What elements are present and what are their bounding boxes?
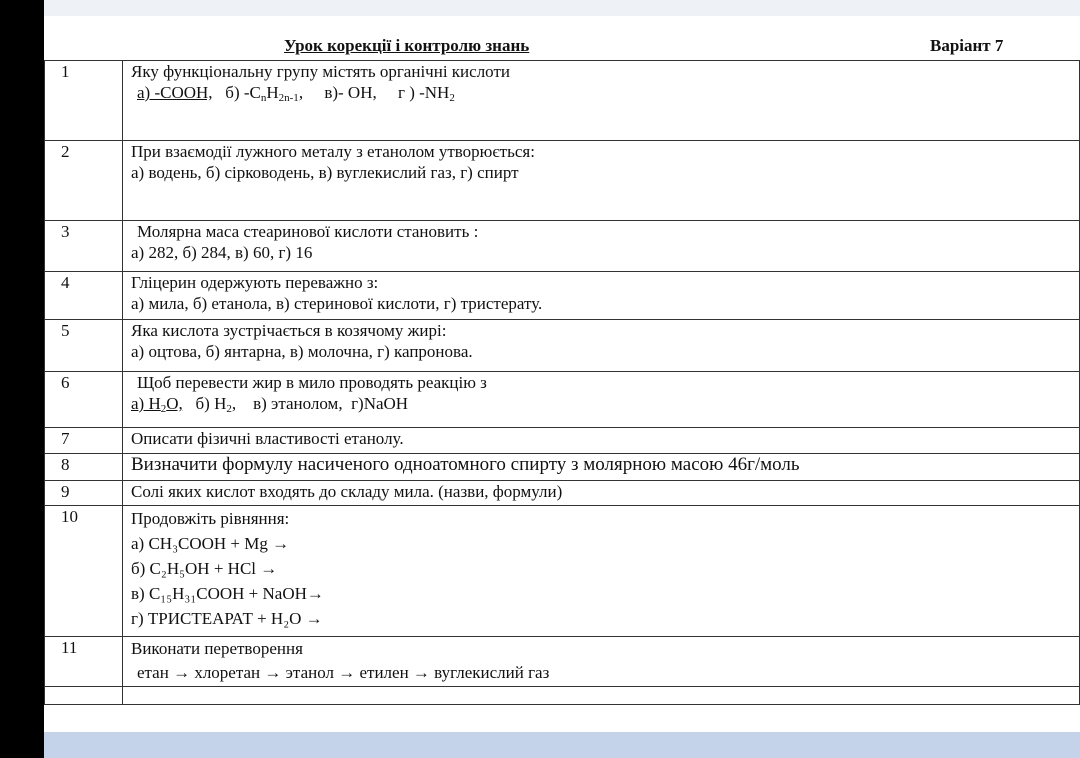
table-row <box>45 61 1080 141</box>
equation-d: г) ТРИСТЕАРАТ + H₂O → <box>131 609 323 628</box>
table-row <box>45 320 1080 372</box>
question-text: Виконати перетворення <box>131 639 303 658</box>
question-cell <box>123 272 1080 320</box>
question-number: 9 <box>45 481 123 506</box>
document-page <box>44 16 1080 732</box>
question-cell <box>123 481 1080 506</box>
equation-b: б) C₂H₅OH + HCl → <box>131 559 278 578</box>
table-row <box>45 272 1080 320</box>
answer-options: а) оцтова, б) янтарна, в) молочна, г) капронова. <box>131 342 473 361</box>
question-number: 4 <box>45 272 123 320</box>
question-text: Солі яких кислот входять до складу мила. (назви, формули) <box>131 482 563 501</box>
question-cell <box>123 506 1080 637</box>
answer-options <box>131 82 1073 103</box>
question-text: Продовжіть рівняння: <box>131 509 290 528</box>
screenshot-canvas <box>44 0 1080 758</box>
page-title: Урок корекції і контролю знань <box>284 36 530 55</box>
option-d: г ) $-NH_2$ <box>397 83 455 103</box>
question-number: 8 <box>45 454 123 481</box>
question-number: 1 <box>45 61 123 141</box>
table-row <box>45 141 1080 221</box>
table-row <box>45 372 1080 428</box>
question-cell <box>123 221 1080 272</box>
option-d: г)NaOH <box>351 394 409 413</box>
option-a: а) -COOH, <box>137 83 213 102</box>
question-number: 7 <box>45 428 123 454</box>
question-cell <box>123 637 1080 687</box>
question-cell <box>123 320 1080 372</box>
question-number: 10 <box>45 506 123 637</box>
transformation-chain: етан → хлоретан → этанол → етилен → вуглекислий газ <box>137 663 550 682</box>
option-a: а) $H_2O$, <box>131 394 183 414</box>
table-row <box>45 481 1080 506</box>
empty-cell <box>123 687 1080 705</box>
empty-cell <box>45 687 123 705</box>
question-text: Молярна маса стеаринової кислоти становить : <box>137 222 479 241</box>
option-c: в) этанолом, <box>253 394 343 413</box>
table-row <box>45 506 1080 637</box>
question-text: Яка кислота зустрічається в козячому жирі: <box>131 321 447 340</box>
answer-options: а) 282, б) 284, в) 60, г) 16 <box>131 243 313 262</box>
option-b: б) $H_2$, <box>195 394 237 414</box>
option-c: в)- OH, <box>324 83 377 102</box>
question-cell <box>123 61 1080 141</box>
table-row <box>45 221 1080 272</box>
bottom-band <box>44 732 1080 758</box>
worksheet-header <box>44 16 1080 60</box>
table-row <box>45 637 1080 687</box>
equation-a: а) CH₃COOH + Mg → <box>131 534 290 553</box>
question-text: Яку функціональну групу містять органічні кислоти <box>131 62 510 81</box>
question-text: Визначити формулу насиченого одноатомного спирту з молярною масою 46г/моль <box>131 454 800 475</box>
question-cell <box>123 454 1080 481</box>
option-b: б) $-C_nH_{2n-1}$, <box>225 83 304 103</box>
variant-label: Варіант 7 <box>930 36 1004 55</box>
question-number: 3 <box>45 221 123 272</box>
question-text: При взаємодії лужного металу з етанолом утворюється: <box>131 142 535 161</box>
answer-options: а) водень, б) сірководень, в) вуглекислий газ, г) спирт <box>131 163 519 182</box>
equation-c: в) C₁₅H₃₁COOH + NaOH→ <box>131 584 324 603</box>
question-number: 11 <box>45 637 123 687</box>
top-band <box>44 0 1080 16</box>
question-text: Описати фізичні властивості етанолу. <box>131 429 404 448</box>
question-text: Щоб перевести жир в мило проводять реакцію з <box>137 373 487 392</box>
answer-options <box>131 393 1073 414</box>
question-cell <box>123 141 1080 221</box>
table-row <box>45 454 1080 481</box>
question-number: 2 <box>45 141 123 221</box>
table-row-empty <box>45 687 1080 705</box>
questions-table <box>44 60 1080 705</box>
question-cell <box>123 372 1080 428</box>
table-row <box>45 428 1080 454</box>
answer-options: а) мила, б) етанола, в) стеринової кислоти, г) тристерату. <box>131 294 543 313</box>
question-number: 5 <box>45 320 123 372</box>
question-text: Гліцерин одержують переважно з: <box>131 273 379 292</box>
question-cell <box>123 428 1080 454</box>
question-number: 6 <box>45 372 123 428</box>
